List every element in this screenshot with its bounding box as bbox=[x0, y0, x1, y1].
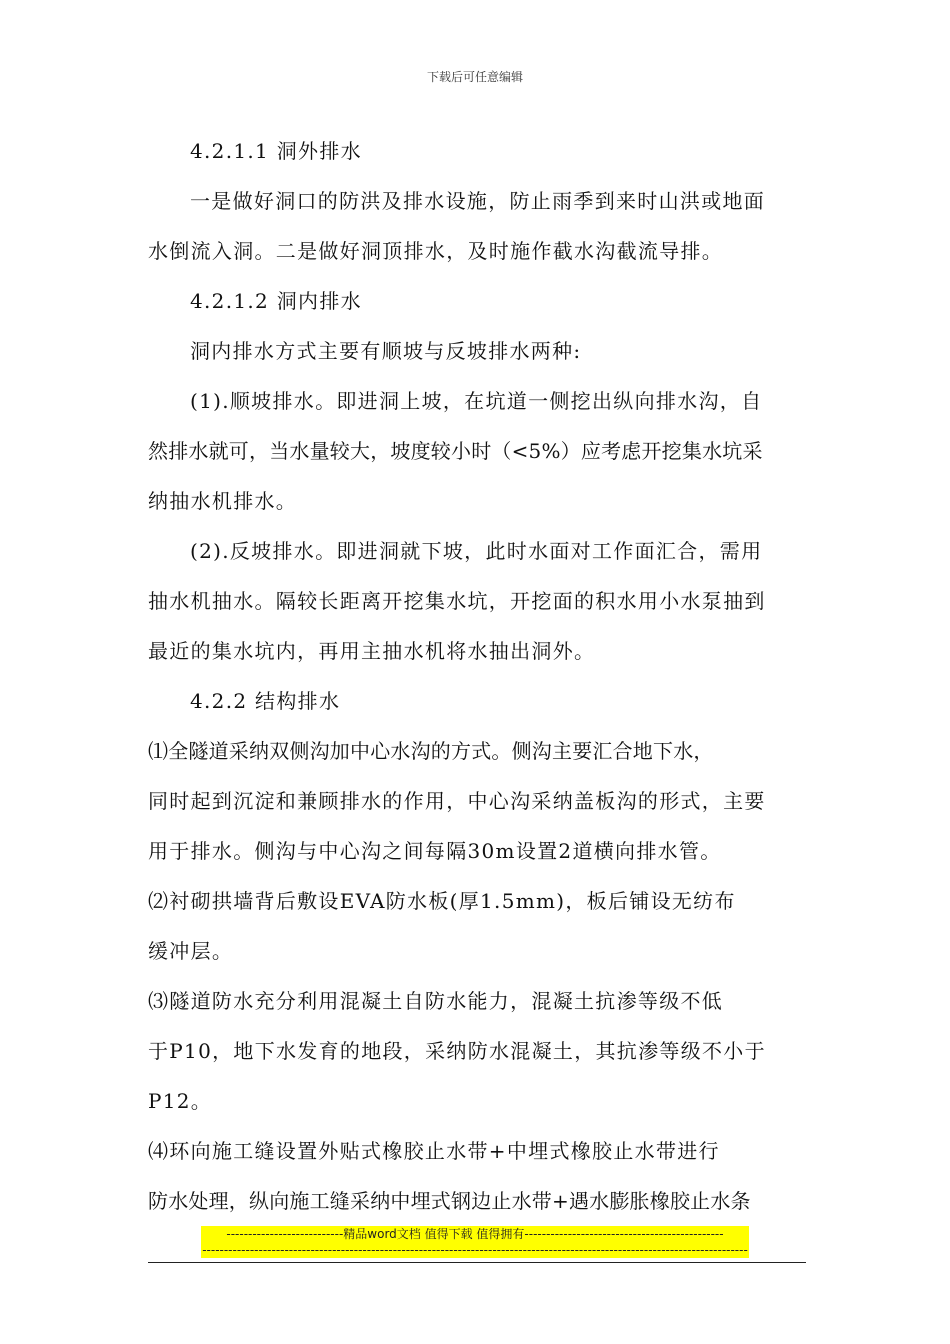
paragraph-line: 一是做好洞口的防洪及排水设施，防止雨季到来时山洪或地面 bbox=[190, 189, 766, 213]
paragraph-line: 抽水机抽水。隔较长距离开挖集水坑，开挖面的积水用小水泵抽到 bbox=[148, 589, 766, 613]
paragraph-line: (2).反坡排水。即进洞就下坡，此时水面对工作面汇合，需用 bbox=[190, 539, 763, 563]
paragraph-line: ⑶隧道防水充分利用混凝土自防水能力，混凝土抗渗等级不低 bbox=[148, 989, 724, 1013]
page-header: 下载后可任意编辑 bbox=[426, 70, 523, 84]
paragraph-line: ⑵衬砌拱墙背后敷设EVA防水板(厚1.5mm)，板后铺设无纺布 bbox=[148, 889, 736, 913]
paragraph-line: 水倒流入洞。二是做好洞顶排水，及时施作截水沟截流导排。 bbox=[148, 239, 724, 263]
section-heading-4-2-2: 4.2.2 结构排水 bbox=[190, 689, 341, 713]
paragraph-line: ⑴全隧道采纳双侧沟加中心水沟的方式。侧沟主要汇合地下水， bbox=[148, 739, 714, 763]
paragraph-line: 纳抽水机排水。 bbox=[148, 489, 298, 513]
section-heading-4-2-1-2: 4.2.1.2 洞内排水 bbox=[190, 289, 362, 313]
paragraph-line: 用于排水。侧沟与中心沟之间每隔30m设置2道横向排水管。 bbox=[148, 839, 722, 863]
footer-divider bbox=[148, 1262, 806, 1263]
paragraph-line: 最近的集水坑内，再用主抽水机将水抽出洞外。 bbox=[148, 639, 596, 663]
paragraph-line: 同时起到沉淀和兼顾排水的作用，中心沟采纳盖板沟的形式，主要 bbox=[148, 789, 766, 813]
paragraph-line: 于P10，地下水发育的地段，采纳防水混凝土，其抗渗等级不小于 bbox=[148, 1039, 766, 1063]
paragraph-line: P12。 bbox=[148, 1089, 213, 1113]
footer-banner bbox=[201, 1226, 749, 1258]
section-heading-4-2-1-1: 4.2.1.1 洞外排水 bbox=[190, 139, 362, 163]
paragraph-line: 然排水就可，当水量较大，坡度较小时（<5%）应考虑开挖集水坑采 bbox=[148, 439, 763, 463]
paragraph-line: 洞内排水方式主要有顺坡与反坡排水两种: bbox=[190, 339, 582, 363]
footer-banner-dashes: ------------------------------------------------------------------------------------------------------------------------------ bbox=[202, 1243, 748, 1257]
paragraph-line: (1).顺坡排水。即进洞上坡，在坑道一侧挖出纵向排水沟，自 bbox=[190, 389, 763, 413]
paragraph-line: 缓冲层。 bbox=[148, 939, 234, 963]
paragraph-line: 防水处理，纵向施工缝采纳中埋式钢边止水带+遇水膨胀橡胶止水条 bbox=[148, 1189, 751, 1213]
paragraph-line: ⑷环向施工缝设置外贴式橡胶止水带+中埋式橡胶止水带进行 bbox=[148, 1139, 720, 1163]
document-body bbox=[148, 126, 808, 1226]
footer-banner-text: ---------------------------精品word文档 值得下载 值得拥有---------------------------------------------- bbox=[226, 1227, 724, 1241]
